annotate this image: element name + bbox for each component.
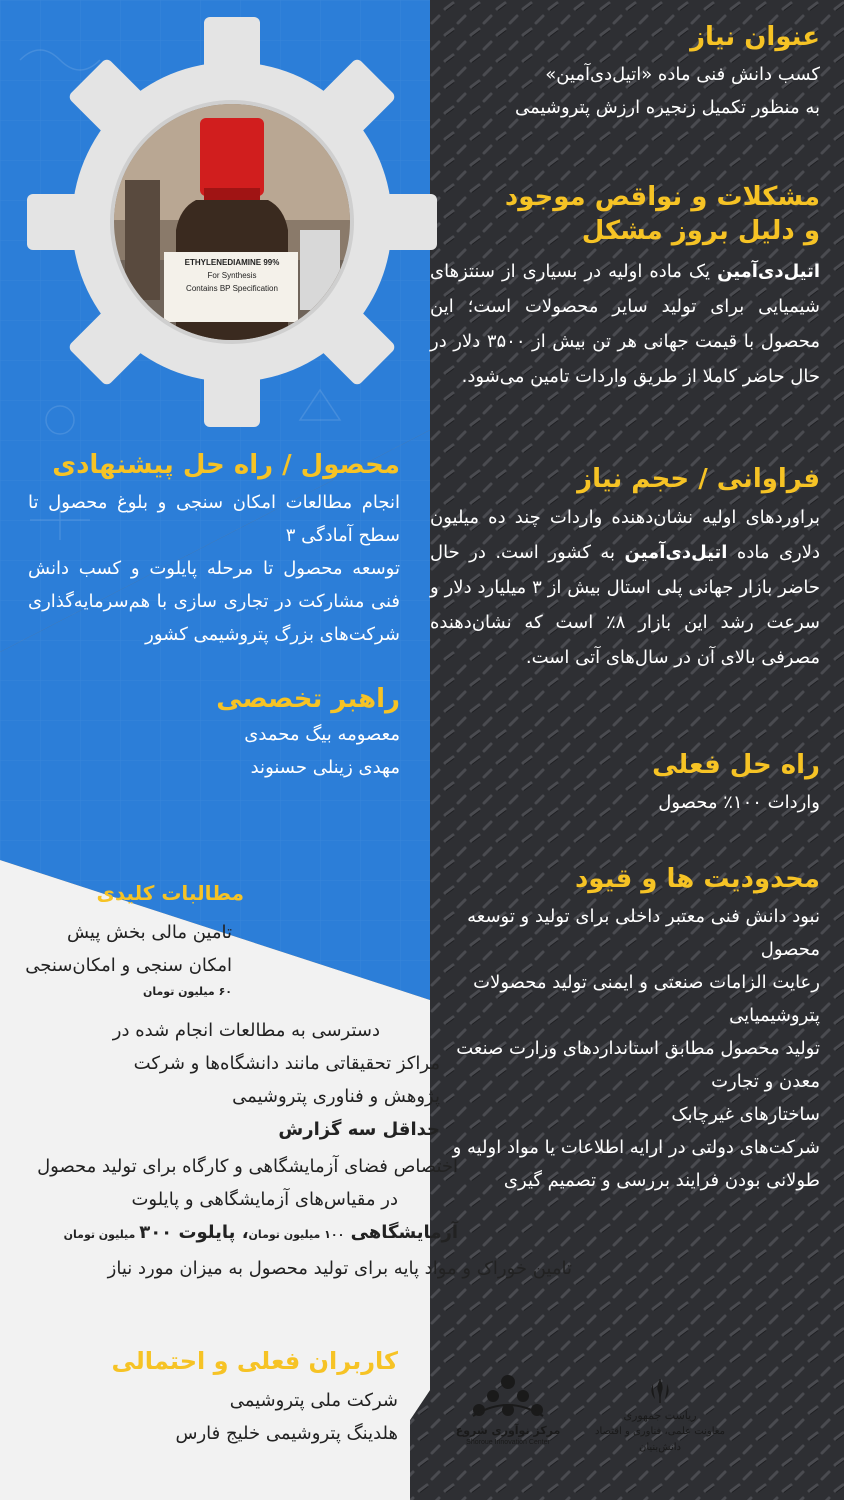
solution-body-2: توسعه محصول تا مرحله پایلوت و کسب دانش فنی مشارکت در تجاری سازی با هم‌سرمایه‌گذاری شرکت‌های بزرگ پتروشیمی کشور [28, 558, 400, 645]
solution-body-1: انجام مطالعات امکان سنجی و بلوغ محصول تا سطح آمادگی ۳ [28, 492, 400, 546]
expert-name: مهدی زینلی حسنوند [250, 757, 400, 778]
expert-name: معصومه بیگ محمدی [244, 724, 400, 745]
demand-2 [20, 1014, 440, 1146]
demands-title: مطالبات کلیدی [96, 881, 244, 905]
demand-4 [52, 1252, 572, 1285]
need-line1: کسب دانش فنی ماده «اتیل‌دی‌آمین» [545, 64, 820, 85]
users-item: شرکت ملی پتروشیمی [229, 1390, 398, 1411]
gov-logo [576, 1378, 744, 1456]
bottle-label-sub: For Synthesis [207, 271, 257, 280]
volume-section [430, 462, 820, 675]
bottle-label-spec: Contains BP Specification [186, 284, 278, 293]
shoroue-mark-icon [463, 1374, 553, 1420]
shoroue-name-fa: مرکز نوآوری شروع [455, 1424, 561, 1437]
problems-body [430, 254, 820, 394]
volume-highlight: اتیل‌دی‌آمین [624, 542, 728, 563]
demand-1-line2: امکان سنجی و امکان‌سنجی [25, 955, 232, 976]
demand-3 [8, 1150, 458, 1251]
limits-item: تولید محصول مطابق استانداردهای وزارت صنعت معدن و تجارت [456, 1038, 820, 1092]
volume-body [430, 500, 820, 675]
limits-section [430, 862, 820, 1197]
need-title: عنوان نیاز [690, 22, 820, 52]
demand-3-pilot: ، پایلوت ۳۰۰ [139, 1222, 249, 1243]
iran-emblem-icon [647, 1378, 673, 1404]
demand-1 [12, 916, 232, 1002]
demand-3-line1: اختصاص فضای آزمایشگاهی و کارگاه برای تولید محصول [37, 1156, 458, 1177]
limits-item: ساختارهای غیرچابک [671, 1104, 820, 1125]
demand-2-line3: پژوهش و فناوری پتروشیمی [232, 1086, 440, 1107]
demand-1-amount: ۶۰ میلیون تومان [142, 985, 232, 998]
demand-2-line1: دسترسی به مطالعات انجام شده در [112, 1020, 380, 1041]
current-section [430, 748, 820, 819]
volume-text-a: براوردهای اولیه نشان‌دهنده واردات چند ده میلیون دلاری ماده [430, 507, 821, 563]
problems-title-1: مشکلات و نواقص موجود [504, 182, 820, 212]
problems-title-2: و دلیل بروز مشکل [581, 216, 820, 246]
demand-3-costs [8, 1216, 458, 1251]
expert-title: راهبر تخصصی [216, 684, 400, 714]
volume-text-b: به کشور است. در حال حاضر بازار جهانی پلی استال بیش از ۳ میلیارد دلار و سرعت رشد این بازار ۸٪ است که نشان‌دهنده مصرفی بالای آن در سال‌های آتی است. [430, 542, 820, 668]
limits-item: رعایت الزامات صنعتی و ایمنی تولید محصولات پتروشیمیایی [473, 972, 820, 1026]
solution-title: محصول / راه حل پیشنهادی [52, 450, 400, 480]
current-body: واردات ۱۰۰٪ محصول [658, 792, 820, 813]
bottle-label [168, 256, 296, 295]
limits-item: شرکت‌های دولتی در ارایه اطلاعات یا مواد اولیه و طولانی بودن فرایند بررسی و تصمیم گیری [452, 1137, 820, 1191]
shoroue-logo [452, 1374, 564, 1448]
need-line2: به منظور تکمیل زنجیره ارزش پتروشیمی [515, 97, 820, 118]
demand-3-pilot-amount: میلیون تومان [63, 1228, 140, 1241]
solution-section [28, 448, 400, 651]
demand-4-text: تامین خوراک و مواد پایه برای تولید محصول به میزان مورد نیاز [107, 1258, 572, 1279]
users-title: کاربران فعلی و احتمالی [111, 1347, 398, 1375]
gov-line1: ریاست جمهوری [623, 1409, 697, 1422]
users-section [28, 1344, 398, 1450]
demand-3-line2: در مقیاس‌های آزمایشگاهی و پایلوت [131, 1189, 398, 1210]
bottle-label-name: ETHYLENEDIAMINE 99% [184, 258, 280, 267]
demand-3-lab: آزمایشگاهی [344, 1222, 458, 1243]
problems-section [430, 180, 820, 394]
volume-title: فراوانی / حجم نیاز [577, 464, 820, 494]
demands-section [24, 876, 244, 910]
demand-2-bold: حداقل سه گزارش [278, 1119, 440, 1140]
demand-3-lab-amount: ۱۰۰ میلیون تومان [248, 1228, 345, 1241]
problems-highlight: اتیل‌دی‌آمین [717, 261, 820, 282]
expert-section [28, 682, 400, 784]
limits-title: محدودیت ها و قیود [574, 864, 820, 894]
gov-line2: معاونت علمی، فناوری و اقتصاد دانش‌بنیان [595, 1426, 725, 1453]
current-title: راه حل فعلی [652, 750, 820, 780]
need-section [430, 20, 820, 124]
users-item: هلدینگ پتروشیمی خلیج فارس [175, 1423, 398, 1444]
problems-text: یک ماده اولیه در بسیاری از سنتزهای شیمیایی برای تولید سایر محصولات است؛ این محصول با قیمت جهانی هر تن بیش از ۳۵۰۰ دلار در حال حاضر کاملا از طریق واردات تامین می‌شود. [430, 261, 820, 387]
limits-item: نبود دانش فنی معتبر داخلی برای تولید و توسعه محصول [467, 906, 820, 960]
shoroue-name-en: Shoroue Innovation Center [466, 1439, 550, 1446]
demand-1-line1: تامین مالی بخش پیش [66, 922, 232, 943]
demand-2-line2: مراکز تحقیقاتی مانند دانشگاه‌ها و شرکت [133, 1053, 440, 1074]
